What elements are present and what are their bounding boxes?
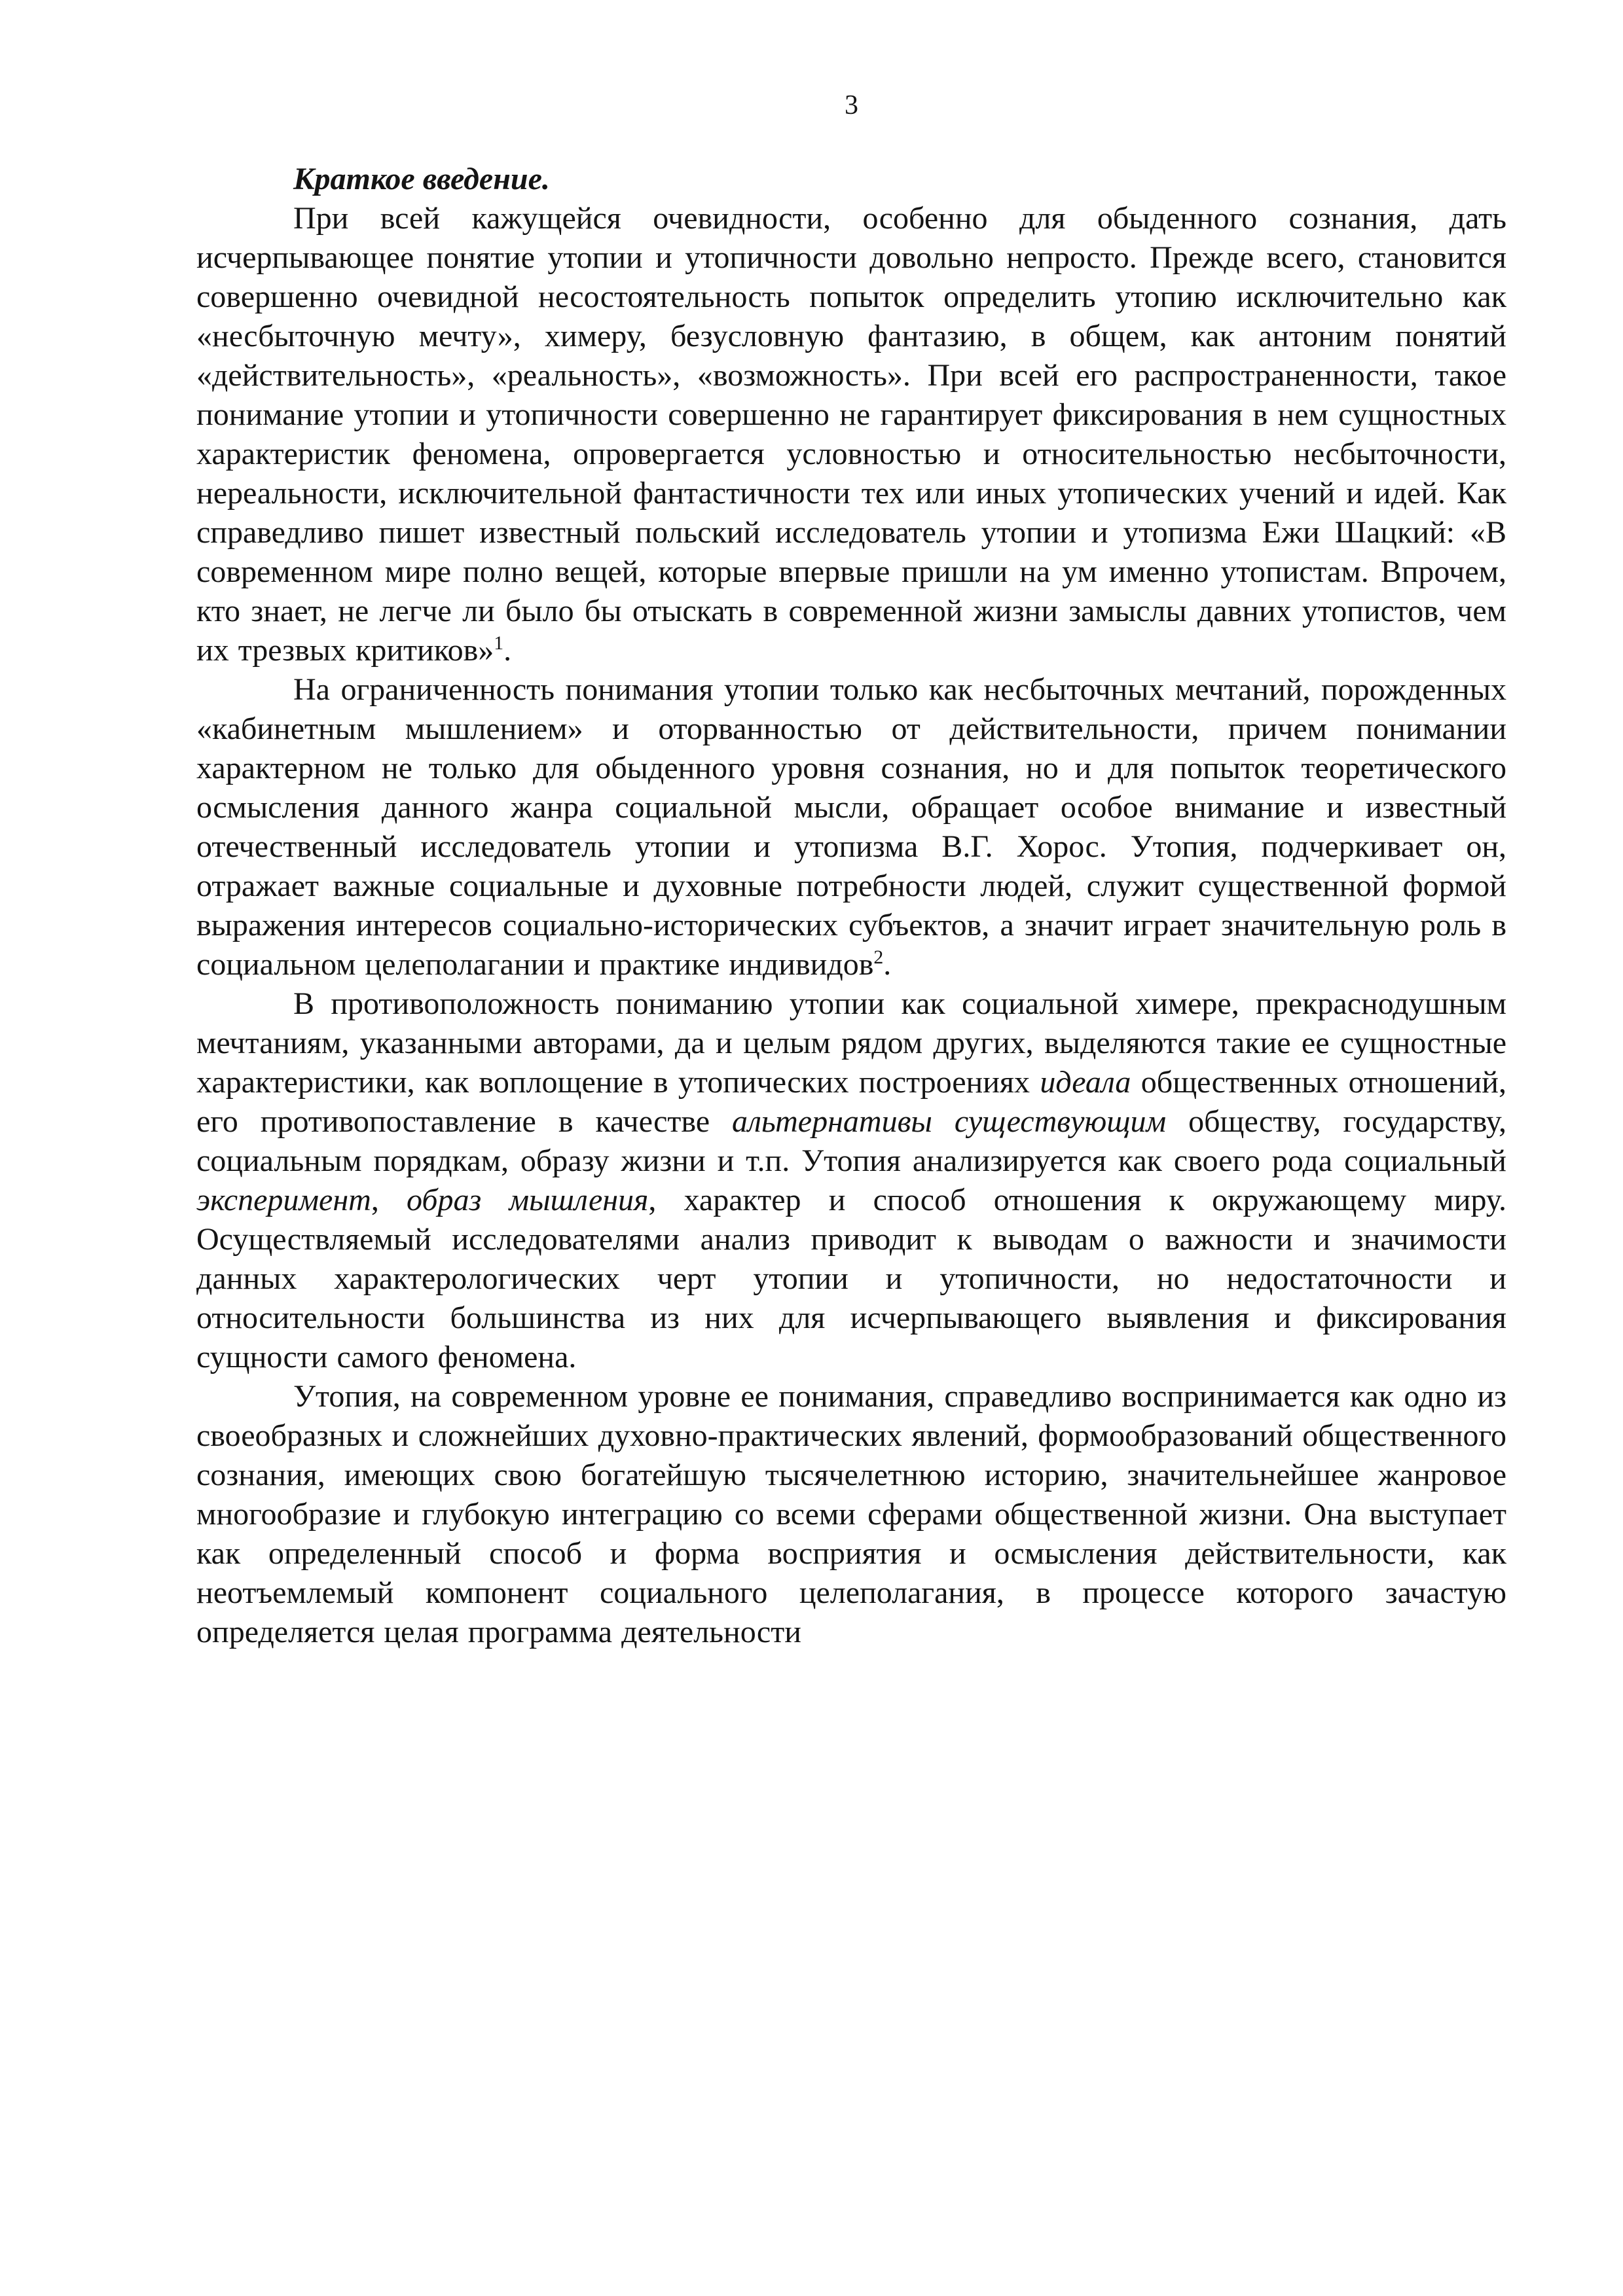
- text-run: альтернативы существующим: [732, 1104, 1167, 1139]
- footnote-reference: 1: [494, 632, 504, 654]
- text-run: Утопия, на современном уровне ее понимания, справедливо воспринимается как одно из своеобразных и сложнейших духовно-практических явлений, формообразований общественного сознания, имеющих свою богатейшую тысячелетнюю историю, значительнейшее жанровое многообразие и глубокую интеграцию со всеми сферами общественной жизни. Она выступает как определенный способ и форма восприятия и осмысления действительности, как неотъемлемый компонент социального целеполагания, в процессе которого зачастую определяется целая программа деятельности: [196, 1379, 1506, 1649]
- page-number: 3: [845, 90, 858, 120]
- text-run: .: [883, 947, 892, 982]
- text-run: ,: [371, 1183, 407, 1217]
- footnote-reference: 2: [873, 946, 884, 968]
- text-run: обществу, государству, социальным порядкам, образу жизни и т.п. Утопия анализируется как своего рода социальный: [196, 1104, 1506, 1178]
- text-run: общественных отношений, его противопоставление в качестве: [196, 1065, 1506, 1139]
- text-run: , характер и способ отношения к окружающему миру. Осуществляемый исследователями анализ приводит к выводам о важности и значимости данных характерологических черт утопии и утопичности, но недостаточности и относительности большинства из них для исчерпывающего выявления и фиксирования сущности самого феномена.: [196, 1183, 1507, 1374]
- paragraph: [196, 1377, 1506, 1652]
- text-run: эксперимент: [196, 1183, 371, 1217]
- text-run: В противоположность пониманию утопии как социальной химере, прекраснодушным мечтаниям, указанными авторами, да и целым рядом других, выделяются такие ее сущностные характеристики, как воплощение в утопических построениях: [196, 986, 1506, 1100]
- paragraph: [196, 670, 1506, 984]
- text-run: При всей кажущейся очевидности, особенно для обыденного сознания, дать исчерпывающее понятие утопии и утопичности довольно непросто. Прежде всего, становится совершенно очевидной несостоятельность попыток определить утопию исключительно как «несбыточную мечту», химеру, безусловную фантазию, в общем, как антоним понятий «действительность», «реальность», «возможность». При всей его распространенности, такое понимание утопии и утопичности совершенно не гарантирует фиксирования в нем сущностных характеристик феномена, опровергается условностью и относительностью несбыточности, нереальности, исключительной фантастичности тех или иных утопических учений и идей. Как справедливо пишет известный польский исследователь утопии и утопизма Ежи Шацкий: «В современном мире полно вещей, которые впервые пришли на ум именно утопистам. Впрочем, кто знает, не легче ли было бы отыскать в современной жизни замыслы давних утопистов, чем их трезвых критиков»: [196, 201, 1506, 668]
- text-run: .: [503, 633, 512, 668]
- text-run: образ мышления: [407, 1183, 649, 1217]
- paragraph: [196, 984, 1506, 1377]
- body-text: [196, 199, 1506, 1652]
- text-run: идеала: [1040, 1065, 1131, 1100]
- text-run: На ограниченность понимания утопии только как несбыточных мечтаний, порожденных «кабинетным мышлением» и оторванностью от действительности, причем понимании характерном не только для обыденного уровня сознания, но и для попыток теоретического осмысления данного жанра социальной мысли, обращает особое внимание и известный отечественный исследователь утопии и утопизма В.Г. Хорос. Утопия, подчеркивает он, отражает важные социальные и духовные потребности людей, служит существенной формой выражения интересов социально-исторических субъектов, а значит играет значительную роль в социальном целеполагании и практике индивидов: [196, 672, 1506, 982]
- section-heading: Краткое введение.: [293, 162, 550, 196]
- paragraph: [196, 199, 1506, 670]
